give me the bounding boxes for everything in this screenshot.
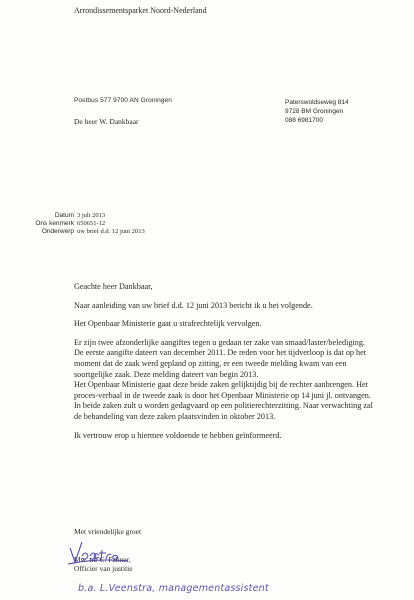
salutation: Geachte heer Dankbaar, xyxy=(74,282,153,291)
paragraph-4: Het Openbaar Ministerie gaat deze beide zaken gelijktijdig bij de rechter aanbrengen. Het proces-verbaal in de tweede zaak is door het Openbaar Ministerie op 14 juni jl. ontvangen. In beide zaken zult u worden gedagvaard op een politierechterzitting. Naar verwachting zal de behandeling van deze zaken plaatsvinden in oktober 2013. xyxy=(74,380,373,421)
meta-values xyxy=(77,212,145,237)
sender-postbus: Postbus 577 9700 AN Groningen xyxy=(74,97,172,104)
letter-body xyxy=(74,282,374,441)
court-city: 9728 BM Groningen xyxy=(285,108,344,115)
court-phone: 088 6981700 xyxy=(285,117,323,124)
handwritten-note: b.a. L.Veenstra, managementassistent xyxy=(78,583,269,594)
paragraph-3: Er zijn twee afzonderlijke aangiftes tegen u gedaan ter zake van smaad/laster/belediging. De eerste aangifte dateert van december 2011. De reden voor het tijdverloop is dat op het moment dat de zaak werd gepland op zitting, er een tweede melding kwam van een soortgelijke zaak. Deze melding dateert van begin 2013. xyxy=(74,337,367,379)
paragraph-1: Naar aanleiding van uw brief d.d. 12 juni 2013 bericht ik u het volgende. xyxy=(74,300,313,310)
meta-label-date: Datum xyxy=(54,212,74,219)
court-street: Paterswoldseweg 814 xyxy=(285,99,349,106)
meta-labels xyxy=(35,212,74,237)
meta-value-reference: 650651-12 xyxy=(77,220,106,228)
signatory-name: Mw. mr C. Fahner, xyxy=(74,555,131,565)
addressee-name: De heer W. Dankbaar xyxy=(74,117,139,126)
organization-header: Arrondissementsparket Noord-Nederland xyxy=(74,6,207,15)
handwritten-signature xyxy=(66,536,146,566)
closing-greeting: Met vriendelijke groet xyxy=(74,527,142,536)
meta-label-reference: Ons kenmerk xyxy=(35,220,74,228)
meta-label-subject: Onderwerp xyxy=(41,228,74,236)
paragraph-5: Ik vertrouw erop u hiermee voldoende te hebben geïnformeerd. xyxy=(74,430,282,440)
signatory-title: Officier van justitie xyxy=(74,564,133,574)
meta-value-date: 3 juli 2013 xyxy=(77,212,106,219)
court-address xyxy=(285,98,349,125)
paragraph-2: Het Openbaar Ministerie gaat u strafrechtelijk vervolgen. xyxy=(74,319,262,329)
meta-value-subject: uw brief d.d. 12 juni 2013 xyxy=(77,228,145,236)
